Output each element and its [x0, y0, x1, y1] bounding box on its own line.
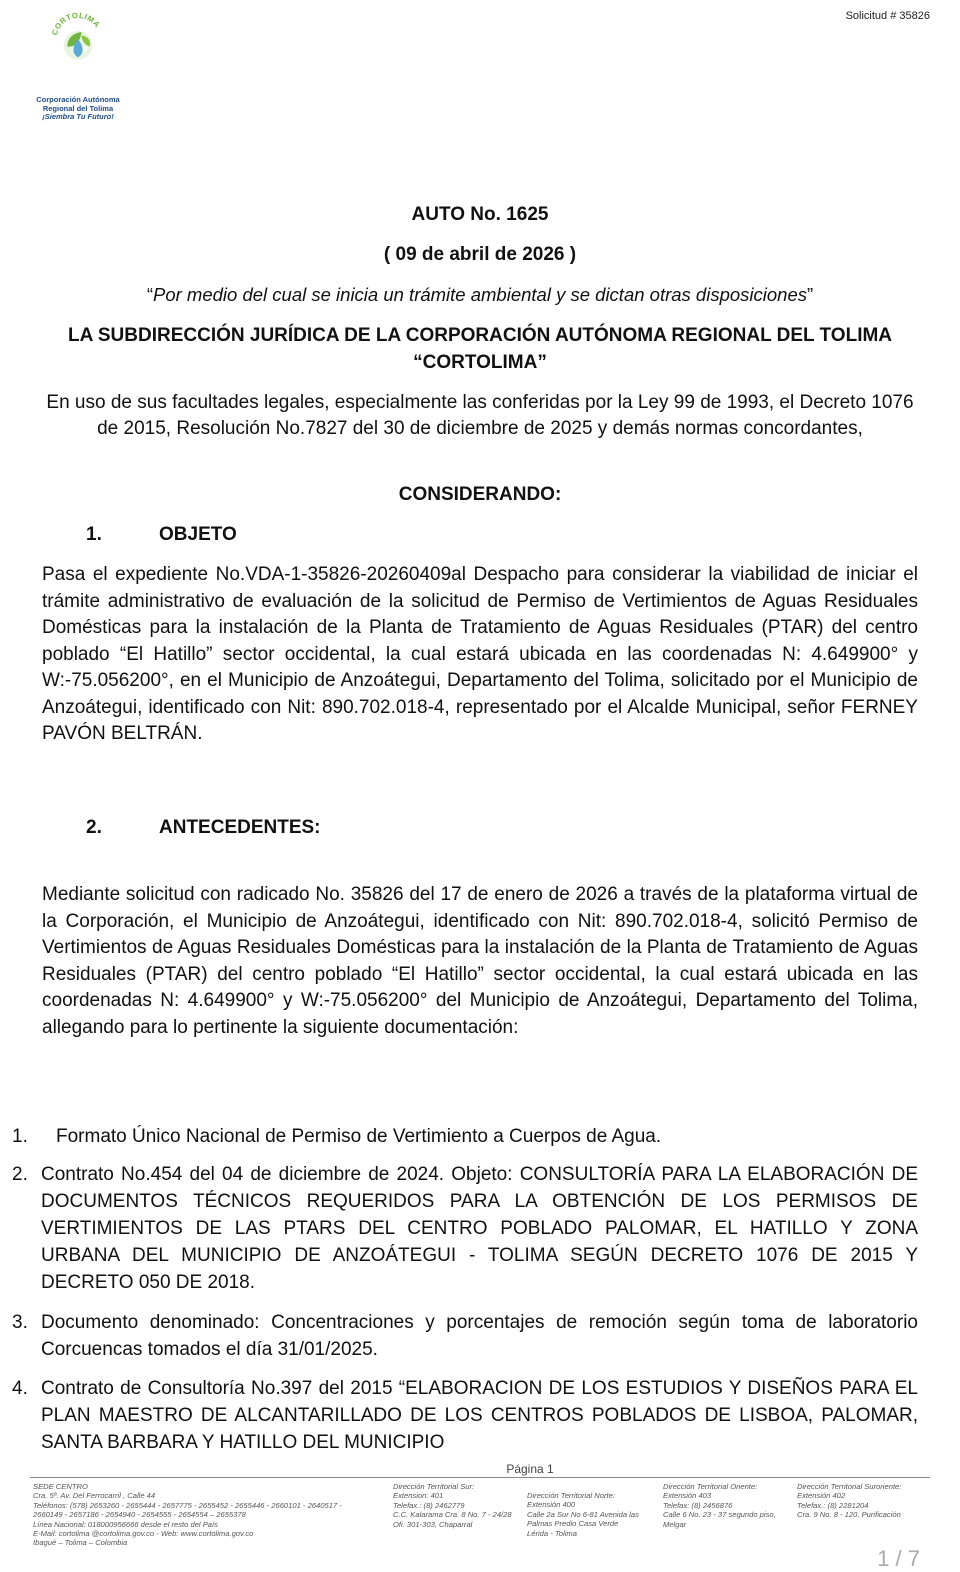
solicitud-number: Solicitud # 35826	[845, 10, 930, 22]
footer-line: 2660149 - 2657186 - 2654940 - 2654555 - 2654554 – 2655378	[33, 1510, 246, 1520]
list-item	[12, 1123, 918, 1150]
section-1-number: 1.	[86, 524, 102, 545]
svg-text:CORTOLIMA: CORTOLIMA	[49, 12, 102, 37]
footer-line: C.C. Kalarama Cra. 8 No. 7 - 24/28	[393, 1510, 512, 1520]
page-number: Página 1	[506, 1462, 554, 1476]
footer-line: Dirección Territorial Norte:	[527, 1491, 615, 1500]
logo-caption	[30, 96, 126, 122]
footer-line: Ibagué – Tolima – Colombia	[33, 1538, 128, 1548]
list-item-number: 3.	[12, 1312, 28, 1333]
footer-line: Dirección Territorial Sur:	[393, 1482, 475, 1491]
footer-line: Dirección Territorial Oriente:	[663, 1482, 758, 1491]
section-1-heading	[86, 524, 486, 548]
footer-divider	[30, 1477, 930, 1478]
document-subject	[0, 284, 960, 306]
footer-line: Extensión 402	[797, 1491, 846, 1501]
document-date: ( 09 de abril de 2026 )	[383, 244, 577, 265]
logo-line-2: Regional del Tolima	[42, 103, 114, 113]
section-1-title: OBJETO	[159, 524, 237, 545]
footer-sede-centro	[33, 1482, 383, 1548]
logo-line-1: Corporación Autónoma	[36, 95, 120, 104]
logo-emblem-icon	[30, 12, 126, 62]
subject-close-quote: ”	[807, 284, 814, 305]
section-2-heading	[86, 817, 486, 841]
list-item-text: Formato Único Nacional de Permiso de Vertimiento a Cuerpos de Agua.	[56, 1126, 662, 1147]
footer-line: Calle 2a Sur No 6-81 Avenida las	[527, 1509, 639, 1519]
page-counter: 1 / 7	[877, 1546, 920, 1571]
footer-line: Extensión 400	[527, 1500, 576, 1510]
considering-heading: CONSIDERANDO:	[398, 484, 562, 505]
footer-line: Melgar	[663, 1519, 687, 1529]
footer-territorial-norte	[527, 1491, 662, 1538]
list-item	[12, 1161, 918, 1296]
footer-line: Telefax.: (8) 2462779	[393, 1500, 465, 1510]
footer-line: Cra. 9 No. 8 - 120, Purificación	[797, 1510, 901, 1520]
section-2-title: ANTECEDENTES:	[159, 817, 321, 838]
subject-text: Por medio del cual se inicia un trámite ambiental y se dictan otras disposiciones	[153, 284, 807, 305]
footer-territorial-oriente	[663, 1482, 793, 1529]
list-item-text: Contrato de Consultoría No.397 del 2015 “ELABORACION DE LOS ESTUDIOS Y DISEÑOS PARA EL PLAN MAESTRO DE ALCANTARILLADO DE LOS CENTROS POBLADOS DE LISBOA, PALOMAR, SANTA BARBARA Y HATILLO DEL MUNICIPIO	[41, 1378, 918, 1453]
footer-line: Teléfonos: (578) 2653260 - 2655444 - 2657775 - 2655452 - 2655446 - 2660101 - 2640517 -	[33, 1500, 342, 1510]
footer-territorial-sur	[393, 1482, 528, 1529]
footer-line: Ofi. 301-303, Chaparral	[393, 1519, 473, 1529]
footer-line: Lérida - Tolima	[527, 1528, 577, 1538]
footer-line: E-Mail: cortolima @cortolima.gov.co - Web: www.cortolima.gov.co	[33, 1529, 254, 1539]
section-2-number: 2.	[86, 817, 102, 838]
list-item	[12, 1309, 918, 1363]
subject-open-quote: “	[146, 284, 153, 305]
footer-line: Extension: 401	[393, 1491, 444, 1501]
footer-territorial-suroriente	[797, 1482, 927, 1520]
footer-line: Extensión 403	[663, 1491, 712, 1501]
list-item-text: Contrato No.454 del 04 de diciembre de 2024. Objeto: CONSULTORÍA PARA LA ELABORACIÓN DE DOCUMENTOS TÉCNICOS REQUERIDOS PARA LA OBTENCIÓN DE LOS PERMISOS DE VERTIMIENTOS DE LAS PTARS DEL CENTRO POBLADO PALOMAR, EL HATILLO Y ZONA URBANA DEL MUNICIPIO DE ANZOÁTEGUI - TOLIMA SEGÚN DECRETO 1076 DE 2015 Y DECRETO 050 DE 2018.	[41, 1164, 918, 1293]
section-1-body: Pasa el expediente No.VDA-1-35826-20260409al Despacho para considerar la viabilidad de iniciar el trámite administrativo de evaluación de la solicitud de Permiso de Vertimientos de Aguas Residuales Domésticas para la instalación de la Planta de Tratamiento de Aguas Residuales (PTAR) del centro poblado “El Hatillo” sector occidental, la cual estará ubicada en las coordenadas N: 4.649900° y W:-75.056200°, en el Municipio de Anzoátegui, Departamento del Tolima, solicitado por el Municipio de Anzoátegui, identificado con Nit: 890.702.018-4, representado por el Alcalde Municipal, señor FERNEY PAVÓN BELTRÁN.	[42, 564, 918, 744]
list-item-number: 2.	[12, 1164, 28, 1185]
section-2-body: Mediante solicitud con radicado No. 35826 del 17 de enero de 2026 a través de la plataforma virtual de la Corporación, el Municipio de Anzoátegui, identificado con Nit: 890.702.018-4, solicitó Permiso de Vertimientos de Aguas Residuales Domésticas para la instalación de la Planta de Tratamiento de Aguas Residuales (PTAR) del centro poblado “El Hatillo” sector occidental, la cual estará ubicada en las coordenadas N: 4.649900° y W:-75.056200° del Municipio de Anzoátegui, Departamento del Tolima, allegando para lo pertinente la siguiente documentación:	[42, 884, 918, 1038]
footer-line: Dirección Territorial Suroriente:	[797, 1482, 902, 1491]
document-title: AUTO No. 1625	[411, 204, 549, 225]
legal-powers: En uso de sus facultades legales, especialmente las conferidas por la Ley 99 de 1993, el Decreto 1076 de 2015, Resolución No.7827 del 30 de diciembre de 2025 y demás normas concordantes,	[46, 392, 914, 439]
issuer-heading: LA SUBDIRECCIÓN JURÍDICA DE LA CORPORACIÓN AUTÓNOMA REGIONAL DEL TOLIMA “CORTOLIMA”	[67, 325, 893, 373]
footer-line: Telefax: (8) 2456876	[663, 1500, 733, 1510]
list-item-number: 4.	[12, 1378, 28, 1399]
footer-line: SEDE CENTRO	[33, 1482, 88, 1491]
footer-line: Calle 6 No. 23 - 37 segundo piso,	[663, 1510, 776, 1520]
footer-line: Cra. 5ª. Av. Del Ferrocarril , Calle 44	[33, 1491, 156, 1501]
list-item-text: Documento denominado: Concentraciones y porcentajes de remoción según toma de laboratorio Corcuencas tomados el día 31/01/2025.	[41, 1312, 918, 1360]
list-item	[12, 1375, 918, 1456]
footer-line: Palmas Predio Casa Verde	[527, 1519, 619, 1529]
list-item-number: 1.	[12, 1126, 28, 1147]
footer-line: Telefax.: (8) 2281204	[797, 1500, 869, 1510]
cortolima-logo	[30, 12, 126, 120]
logo-slogan: ¡Siembra Tu Futuro!	[42, 112, 114, 121]
footer-line: Línea Nacional: 018000956666 desde el resto del País	[33, 1519, 218, 1529]
